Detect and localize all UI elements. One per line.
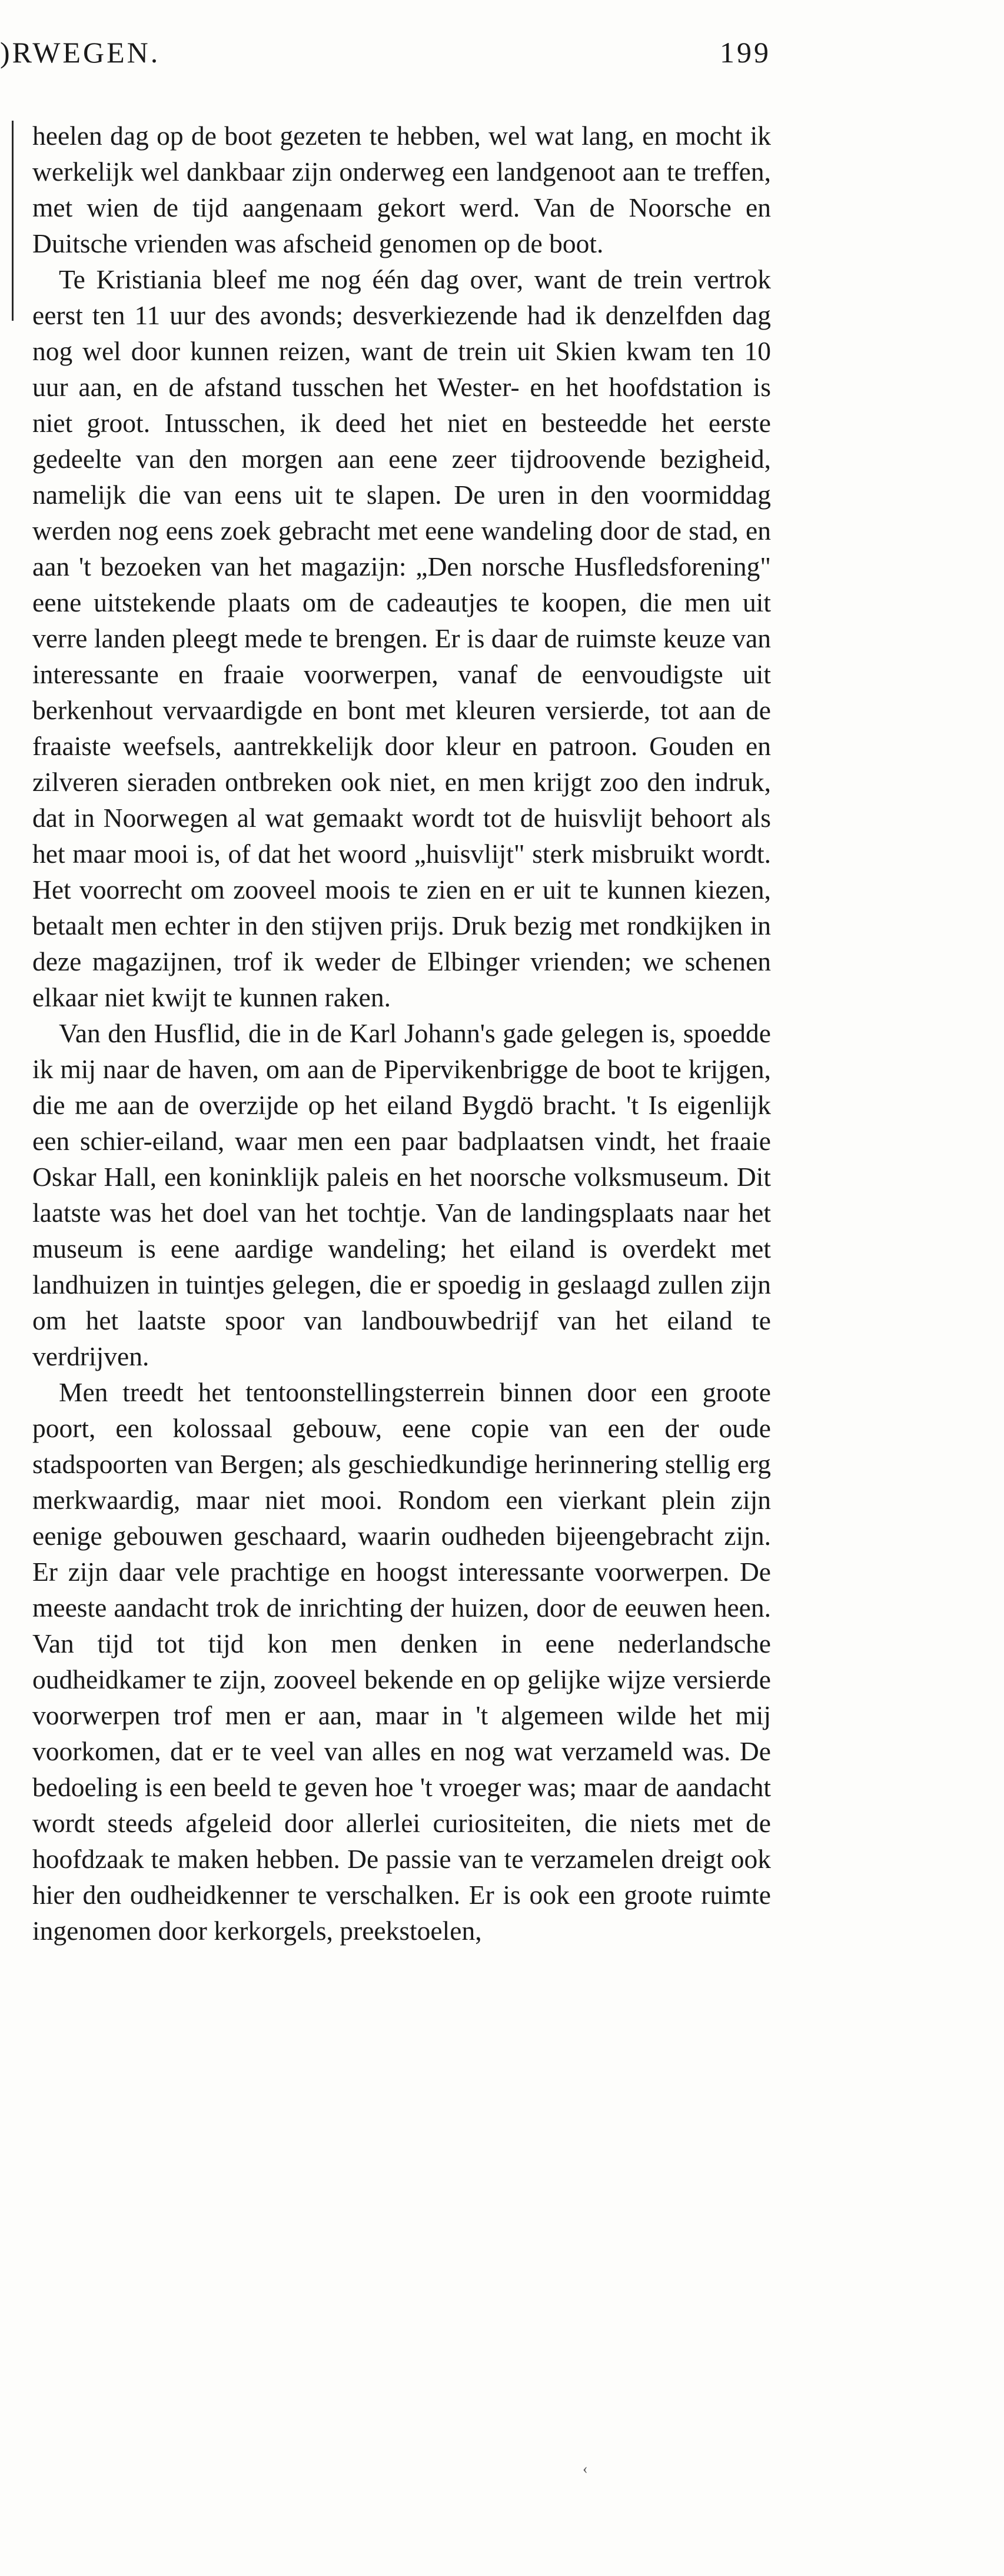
body-text (32, 118, 771, 1949)
page-number: 199 (720, 36, 771, 69)
paragraph-4: Men treedt het tentoonstellingsterrein binnen door een groote poort, een kolossaal gebouw, eene copie van een der oude stadspoorten van Bergen; als geschiedkundige herinnering stellig erg merkwaardig, maar niet mooi. Rondom een vierkant plein zijn eenige gebouwen geschaard, waarin oudheden bijeengebracht zijn. Er zijn daar vele prachtige en hoogst interessante voorwerpen. De meeste aandacht trok de inrichting der huizen, door de eeuwen heen. Van tijd tot tijd kon men denken in eene nederlandsche oudheidkamer te zijn, zooveel bekende en op gelijke wijze versierde voorwerpen trof men er aan, maar in 't algemeen wilde het mij voorkomen, dat er te veel van alles en nog wat verzameld was. De bedoeling is een beeld te geven hoe 't vroeger was; maar de aandacht wordt steeds afgeleid door allerlei curiositeiten, die niets met de hoofdzaak te maken hebben. De passie van te verzamelen dreigt ook hier den oudheidkenner te verschalken. Er is ook een groote ruimte ingenomen door kerkorgels, preekstoelen, (32, 1377, 771, 1946)
margin-rule (12, 121, 14, 321)
paragraph-2: Te Kristiania bleef me nog één dag over, want de trein vertrok eerst ten 11 uur des avonds; desverkiezende had ik denzelfden dag nog wel door kunnen reizen, want de trein uit Skien kwam ten 10 uur aan, en de afstand tusschen het Wester- en het hoofdstation is niet groot. Intusschen, ik deed het niet en besteedde het eerste gedeelte van den morgen aan eene zeer tijdroovende bezigheid, namelijk die van eens uit te slapen. De uren in den voormiddag werden nog eens zoek gebracht met eene wandeling door de stad, en aan 't bezoeken van het magazijn: „Den norsche Husfledsforening" eene uitstekende plaats om de cadeautjes te koopen, die men uit verre landen pleegt mede te brengen. Er is daar de ruimste keuze van interessante en fraaie voorwerpen, vanaf de eenvoudigste uit berkenhout vervaardigde en bont met kleuren versierde, tot aan de fraaiste weefsels, aantrekkelijk door kleur en patroon. Gouden en zilveren sieraden ontbreken ook niet, en men krijgt zoo den indruk, dat in Noorwegen al wat gemaakt wordt tot de huisvlijt behoort als het maar mooi is, of dat het woord „huisvlijt" sterk misbruikt wordt. Het voorrecht om zooveel moois te zien en er uit te kunnen kiezen, betaalt men echter in den stijven prijs. Druk bezig met rondkijken in deze magazijnen, trof ik weder de Elbinger vrienden; we schenen elkaar niet kwijt te kunnen raken. (32, 264, 771, 1012)
running-head (0, 35, 771, 77)
paragraph-3: Van den Husflid, die in de Karl Johann's gade gelegen is, spoedde ik mij naar de haven, om aan de Pipervikenbrigge de boot te krijgen, die me aan de overzijde op het eiland Bygdö bracht. 't Is eigenlijk een schier-eiland, waar men een paar badplaatsen vindt, het fraaie Oskar Hall, een koninklijk paleis en het noorsche volksmuseum. Dit laatste was het doel van het tochtje. Van de landingsplaats naar het museum is eene aardige wandeling; het eiland is overdekt met landhuizen in tuintjes gelegen, die er spoedig in geslaagd zullen zijn om het laatste spoor van landbouwbedrijf van het eiland te verdrijven. (32, 1018, 771, 1371)
running-title: )RWEGEN. (0, 36, 161, 69)
stray-mark: ‹ (583, 2460, 588, 2477)
paragraph-1: heelen dag op de boot gezeten te hebben, wel wat lang, en mocht ik werkelijk wel dankbaar zijn onderweg een landgenoot aan te treffen, met wien de tijd aangenaam gekort werd. Van de Noorsche en Duitsche vrienden was afscheid genomen op de boot. (32, 121, 771, 258)
